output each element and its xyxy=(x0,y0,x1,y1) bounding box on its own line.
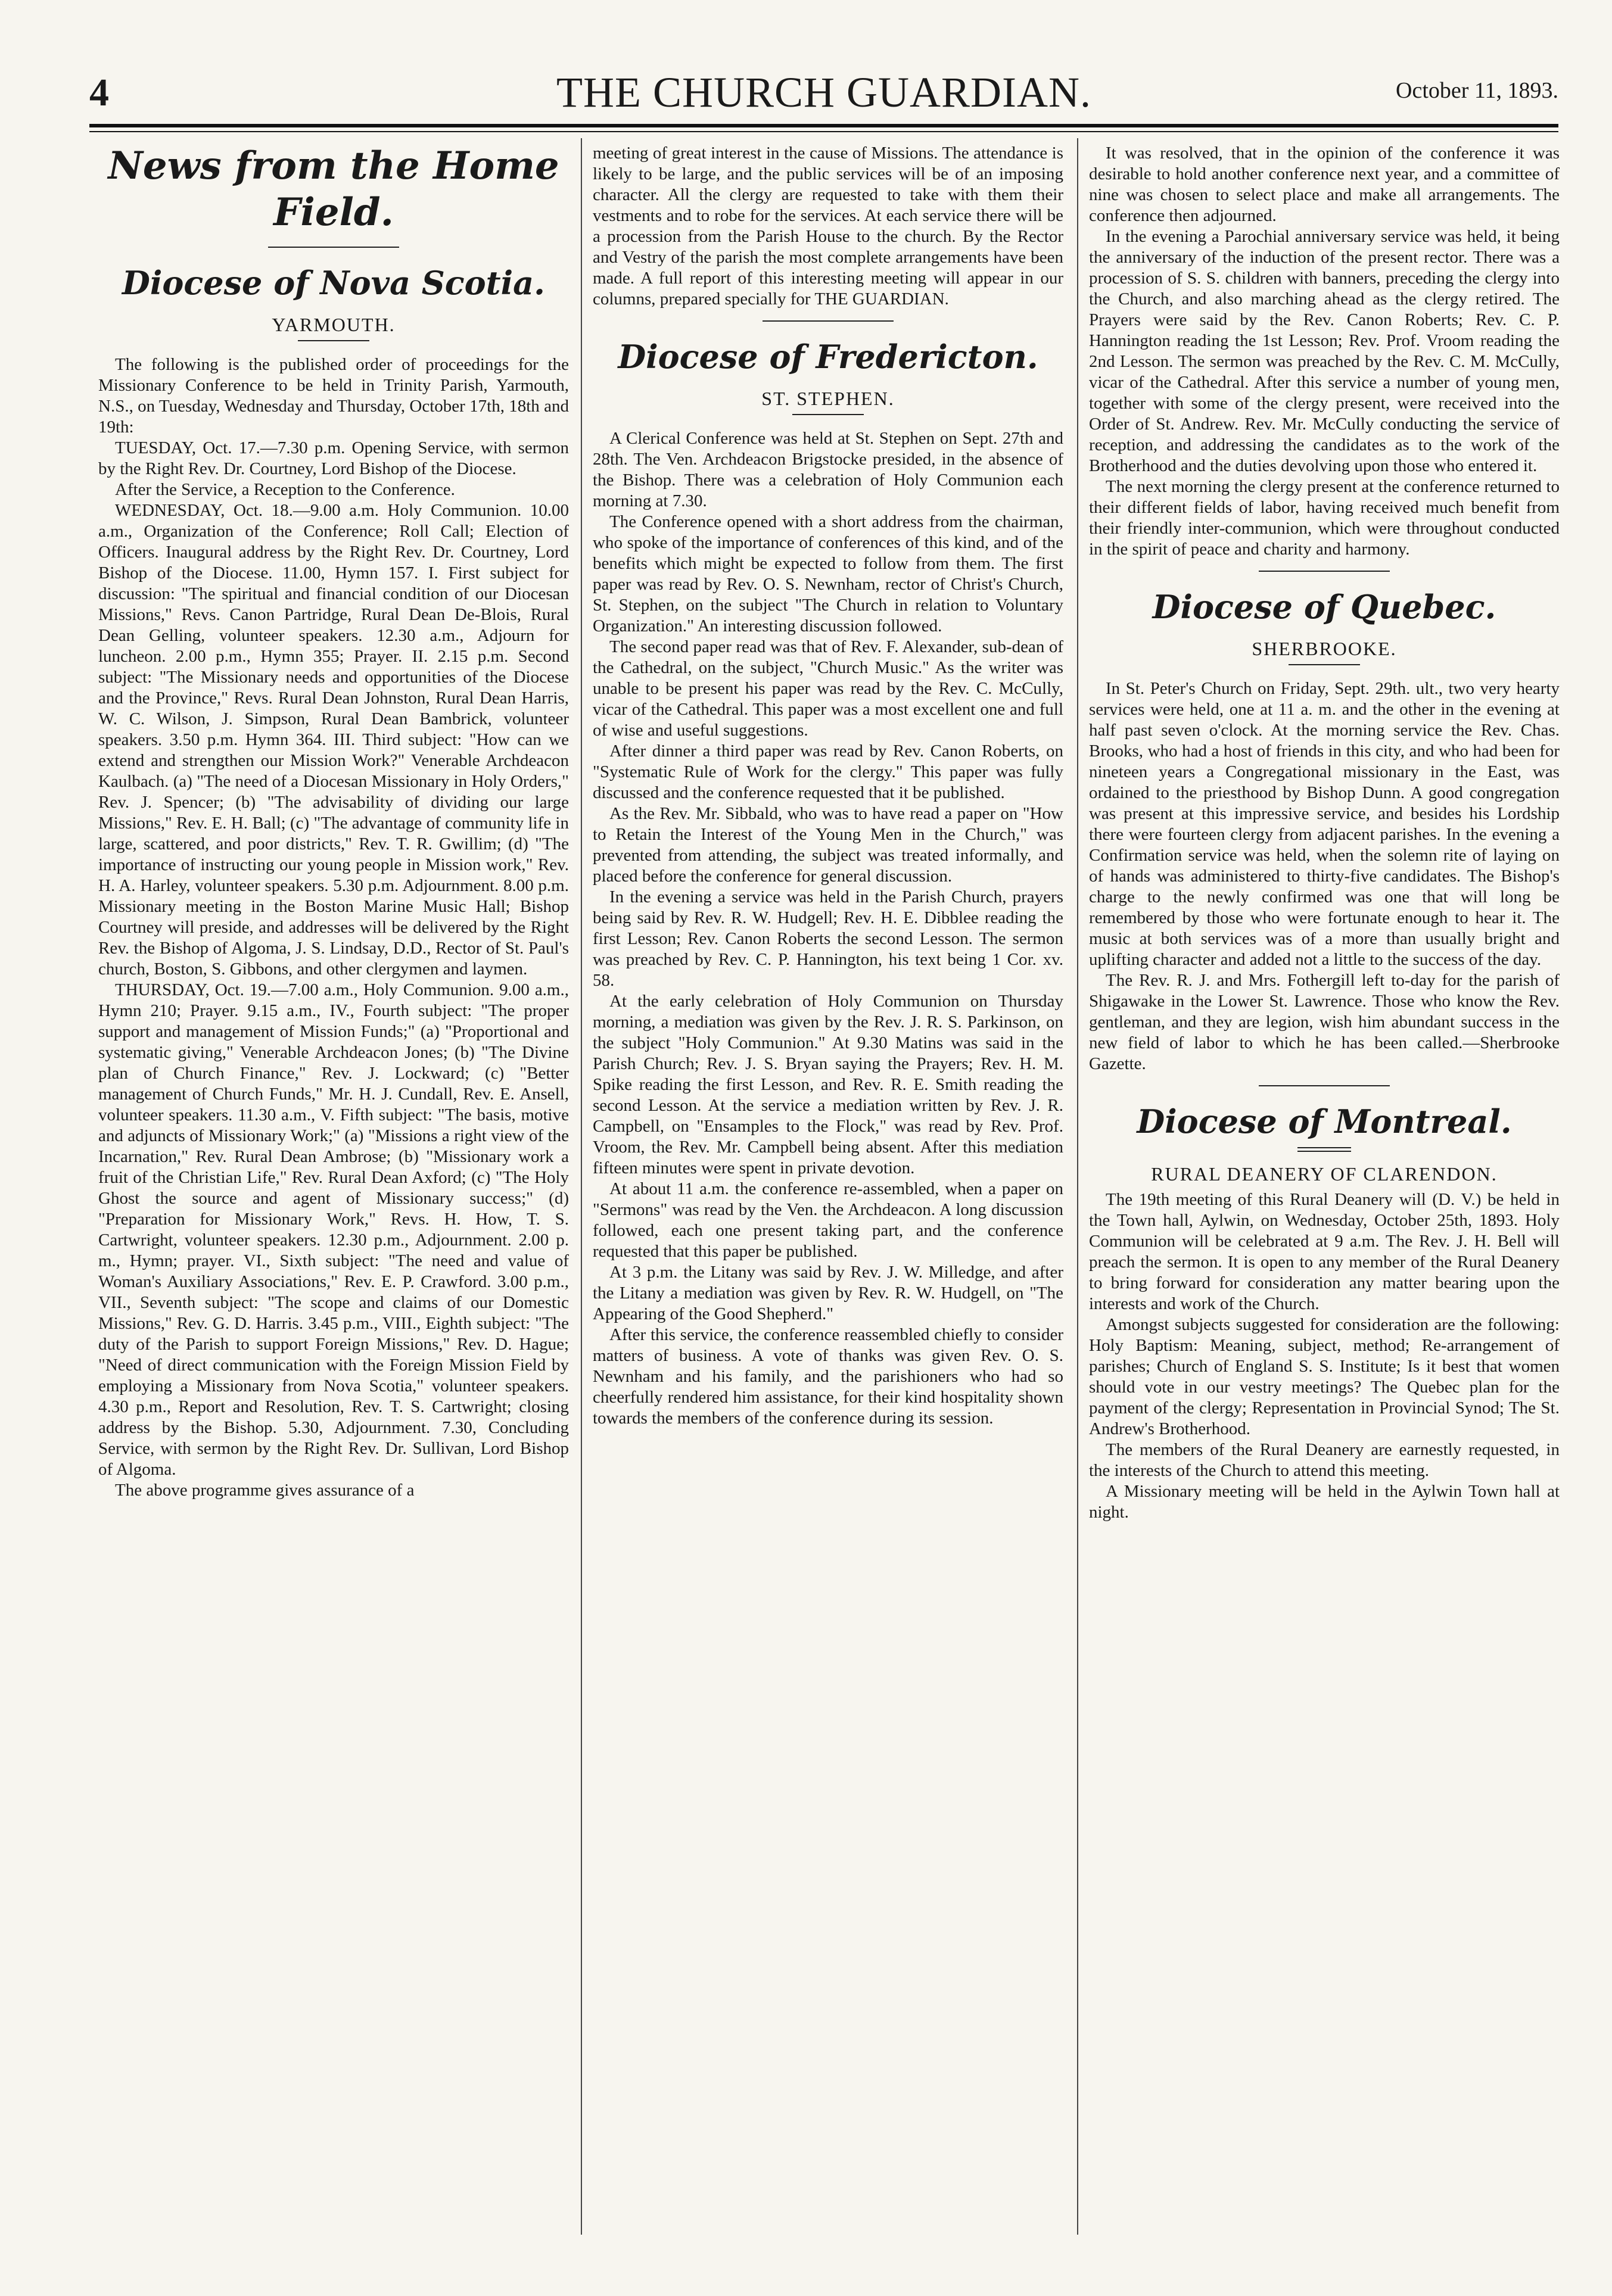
article-paragraph: The 19th meeting of this Rural Deanery will (D. V.) be held in the Town hall, Aylwin, on Wednesday, October 25th, 1893. Holy Communion will be celebrated at 9 a.m. The Rev. J. H. Bell will preach the sermon. It is open to any member of the Rural Deanery to bring forward for consideration any matter bearing upon the interests and work of the Church. xyxy=(1089,1190,1560,1313)
article-paragraph: The Rev. R. J. and Mrs. Fothergill left to-day for the parish of Shigawake in the Lower St. Lawrence. Those who know the Rev. gentleman, and they are legion, wish him abundant success in the new field of labor to which he has been called.—Sherbrooke Gazette. xyxy=(1089,971,1560,1073)
diocese-heading-nova-scotia: Diocese of Nova Scotia. xyxy=(122,264,545,302)
article-paragraph: The second paper read was that of Rev. F. Alexander, sub-dean of the Cathedral, on the subject, "Church Music." As the writer was unable to be present his paper was read by the Rev. C. McCully, vicar of the Cathedral. This paper was a most excellent one and full of wise and useful suggestions. xyxy=(593,637,1063,740)
place-heading-yarmouth: YARMOUTH. xyxy=(272,314,396,335)
article-paragraph: At the early celebration of Holy Communion on Thursday morning, a mediation was given by the Rev. J. R. S. Parkinson, on the subject "Holy Communion." At 9.30 Matins was said in the Parish Church; Rev. J. S. Bryan saying the Prayers; Rev. H. M. Spike reading the first Lesson, and Rev. R. E. Smith reading the second Lesson. At the service a mediation written by Rev. J. R. Campbell, on "Ensamples to the Flock," was read by Rev. Prof. Vroom, the Rev. Mr. Campbell being absent. After this mediation fifteen minutes were spent in private devotion. xyxy=(593,992,1063,1177)
masthead xyxy=(89,70,1558,118)
column-3 xyxy=(1089,143,1560,1523)
article-paragraph: WEDNESDAY, Oct. 18.—9.00 a.m. Holy Communion. 10.00 a.m., Organization of the Conference; Roll Call; Election of Officers. Inaugural address by the Right Rev. Dr. Courtney, Lord Bishop of the Diocese. 11.00, Hymn 157. I. First subject for discussion: "The spiritual and financial condition of our Diocesan Missions," Revs. Canon Partridge, Rural Dean De-Blois, Rural Dean Gelling, volunteer speakers. 12.30 a.m., Adjourn for luncheon. 2.00 p.m., Hymn 355; Prayer. II. 2.15 p.m. Second subject: "The Missionary needs and opportunities of the Diocese and the Province," Revs. Rural Dean Johnston, Rural Dean Harris, W. C. Wilson, J. Simpson, Rural Dean Bambrick, volunteer speakers. 3.50 p.m. Hymn 364. III. Third subject: "How can we extend and strengthen our Mission Work?" Venerable Archdeacon Kaulbach. (a) "The need of a Diocesan Missionary in Holy Orders," Rev. J. Spencer; (b) "The advisability of dividing our large Missions," Rev. E. H. Ball; (c) "The advantage of community life in large, scattered, and poor districts," Rev. T. R. Gwillim; (d) "The importance of instructing our young people in Mission work," Rev. H. A. Harley, volunteer speakers. 5.30 p.m. Adjournment. 8.00 p.m. Missionary meeting in the Boston Marine Music Hall; Bishop Courtney will preside, and addresses will be delivered by the Right Rev. the Bishop of Algoma, J. S. Lindsay, D.D., Rector of St. Paul's church, Boston, S. Gibbons, and other clergymen and laymen. xyxy=(98,501,569,979)
rule xyxy=(268,247,399,248)
article-paragraph: After this service, the conference reassembled chiefly to consider matters of business. A vote of thanks was given Rev. O. S. Newnham and his family, and the parishioners who had so cheerfully rendered him assistance, for their kind hospitality shown towards the members of the conference during its session. xyxy=(593,1325,1063,1428)
article-paragraph: The above programme gives assurance of a xyxy=(115,1481,415,1500)
article-paragraph: As the Rev. Mr. Sibbald, who was to have read a paper on "How to Retain the Interest of the Young Men in the Church," was prevented from attending, the subject was treated informally, and placed before the conference for general discussion. xyxy=(593,804,1063,886)
article-paragraph: The following is the published order of proceedings for the Missionary Conference to be held in Trinity Parish, Yarmouth, N.S., on Tuesday, Wednesday and Thursday, October 17th, 18th and 19th: xyxy=(98,355,569,437)
place-heading-st-stephen: ST. STEPHEN. xyxy=(761,388,895,409)
article-paragraph: The Conference opened with a short address from the chairman, who spoke of the importance of conferences of this kind, and of the benefits which might be expected to follow from them. The first paper was read by Rev. O. S. Newnham, rector of Christ's Church, St. Stephen, on the subject "The Church in relation to Voluntary Organization." An interesting discussion followed. xyxy=(593,512,1063,635)
article-paragraph: A Missionary meeting will be held in the Aylwin Town hall at night. xyxy=(1089,1482,1560,1522)
section-heading: News from the Home Field. xyxy=(108,144,559,235)
newspaper-title: THE CHURCH GUARDIAN. xyxy=(556,68,1091,116)
article-paragraph: In the evening a Parochial anniversary service was held, it being the anniversary of the induction of the present rector. There was a procession of S. S. children with banners, preceding the clergy into the Church, and also marching ahead as the clergy retired. The Prayers were said by the Rev. Canon Roberts; Rev. C. P. Hannington reading the 1st Lesson; Rev. Prof. Vroom reading the 2nd Lesson. The sermon was preached by the Rev. C. M. McCully, vicar of the Cathedral. After this service a number of young men, together with some of the clergy present, were received into the Order of St. Andrew. Rev. Mr. McCully conducting the service of reception, and addressing the candidates as to the work of the Brotherhood and the duties devolving upon those who entered it. xyxy=(1089,227,1560,475)
article-paragraph: meeting of great interest in the cause of Missions. The attendance is likely to be large, and the public services will be of an imposing character. All the clergy are requested to take with them their vestments and to robe for the services. At each service there will be a procession from the Parish House to the church. By the Rector and Vestry of the parish the most complete arrangements have been made. A full report of this interesting meeting will appear in our columns, prepared specially for THE GUARDIAN. xyxy=(593,144,1063,309)
page-number: 4 xyxy=(89,71,109,114)
rule xyxy=(1259,1085,1390,1086)
rule xyxy=(1297,1147,1351,1152)
article-paragraph: After dinner a third paper was read by Rev. Canon Roberts, on "Systematic Rule of Work for the clergy." This paper was fully discussed and the conference requested that it be published. xyxy=(593,742,1063,802)
place-heading-clarendon: RURAL DEANERY OF CLARENDON. xyxy=(1151,1163,1498,1185)
article-paragraph: After the Service, a Reception to the Conference. xyxy=(115,480,455,499)
article-paragraph: At about 11 a.m. the conference re-assembled, when a paper on "Sermons" was read by the Ven. the Archdeacon. A long discussion followed, each one present taking part, and the conference requested that this paper be published. xyxy=(593,1179,1063,1261)
article-paragraph: THURSDAY, Oct. 19.—7.00 a.m., Holy Communion. 9.00 a.m., Hymn 210; Prayer. 9.15 a.m., IV., Fourth subject: "The proper support and management of Mission Funds;" (a) "Proportional and systematic giving," Venerable Archdeacon Jones; (b) "The Divine plan of Church Finance," Rev. J. Lockward; (c) "Better management of Church Funds," Mr. H. J. Cundall, Rev. E. Ansell, volunteer speakers. 11.30 a.m., V. Fifth subject: "The basis, motive and adjuncts of Missionary Work;" (a) "Missions a right view of the Incarnation," Rev. Rural Dean Ambrose; (b) "Missionary work a fruit of the Christian Life," Rev. Rural Dean Axford; (c) "The Holy Ghost the source and agent of Missionary success;" (d) "Preparation for Missionary Work," Revs. H. How, T. S. Cartwright, volunteer speakers. 12.30 p.m., Adjournment. 2.00 p. m., Hymn; prayer. VI., Sixth subject: "The need and value of Woman's Auxiliary Associations," Rev. E. P. Crawford. 3.00 p.m., VII., Seventh subject: "The scope and claims of our Domestic Missions," Rev. G. D. Harris. 3.45 p.m., VIII., Eighth subject: "The duty of the Parish to support Foreign Missions," Rev. D. Hague; "Need of direct communication with the Foreign Mission Field by employing a Missionary from Nova Scotia," volunteer speakers. 4.30 p.m., Report and Resolution, Rev. T. S. Cartwright; closing address by the Bishop. 5.30, Adjournment. 7.30, Concluding Service, with sermon by the Right Rev. Dr. Sullivan, Lord Bishop of Algoma. xyxy=(98,980,569,1479)
masthead-rule-thin xyxy=(89,131,1558,132)
column-divider-2 xyxy=(1077,138,1078,2235)
column-divider-1 xyxy=(581,138,582,2235)
article-paragraph: Amongst subjects suggested for consideration are the following: Holy Baptism: Meaning, subject, method; Re-arrangement of parishes; Church of England S. S. Institute; Is it best that women should vote in our vestry meetings? The Quebec plan for the payment of the clergy; Representation in Provincial Synod; The St. Andrew's Brotherhood. xyxy=(1089,1315,1560,1438)
rule xyxy=(1259,571,1390,572)
place-heading-sherbrooke: SHERBROOKE. xyxy=(1252,638,1397,659)
column-1 xyxy=(98,143,569,1501)
article-paragraph: The next morning the clergy present at the conference returned to their different fields of labor, having received much benefit from their friendly inter-communion, which were throughout conducted in the spirit of peace and charity and harmony. xyxy=(1089,477,1560,559)
diocese-heading-montreal: Diocese of Montreal. xyxy=(1137,1102,1512,1141)
column-2 xyxy=(593,143,1063,1429)
masthead-rule-thick xyxy=(89,124,1558,127)
article-paragraph: In St. Peter's Church on Friday, Sept. 29th. ult., two very hearty services were held, one at 11 a. m. and the other in the evening at half past seven o'clock. At the morning service the Rev. Chas. Brooks, who had a host of friends in this city, and who had been for nineteen years a Congregational missionary in the East, was ordained to the priesthood by Bishop Dunn. A good congregation was present at this impressive service, and besides his Lordship there were fourteen clergy from adjacent parishes. In the evening a Confirmation service was held, when the solemn rite of laying on of hands was administered to thirty-five candidates. The Bishop's charge to the newly confirmed was one that will long be remembered by those who were fortunate enough to hear it. The music at both services was of a more than usually bright and uplifting character and added not a little to the success of the day. xyxy=(1089,679,1560,969)
article-paragraph: In the evening a service was held in the Parish Church, prayers being said by Rev. R. W. Hudgell; Rev. H. E. Dibblee reading the first Lesson; Rev. Canon Roberts the second Lesson. The sermon was preached by Rev. C. P. Hannington, his text being 1 Cor. xv. 58. xyxy=(593,887,1063,990)
diocese-heading-fredericton: Diocese of Fredericton. xyxy=(618,338,1038,376)
rule xyxy=(792,414,864,415)
issue-date: October 11, 1893. xyxy=(1396,78,1558,103)
diocese-heading-quebec: Diocese of Quebec. xyxy=(1152,588,1496,626)
article-paragraph: A Clerical Conference was held at St. Stephen on Sept. 27th and 28th. The Ven. Archdeacon Brigstocke presided, in the absence of the Bishop. There was a celebration of Holy Communion each morning at 7.30. xyxy=(593,429,1063,510)
rule xyxy=(298,340,369,341)
rule xyxy=(763,320,894,322)
article-paragraph: It was resolved, that in the opinion of the conference it was desirable to hold another conference next year, and a committee of nine was chosen to select place and make all arrangements. The conference then adjourned. xyxy=(1089,144,1560,225)
article-paragraph: The members of the Rural Deanery are earnestly requested, in the interests of the Church to attend this meeting. xyxy=(1089,1440,1560,1480)
rule xyxy=(1289,664,1360,665)
article-paragraph: At 3 p.m. the Litany was said by Rev. J. W. Milledge, and after the Litany a mediation was given by Rev. R. W. Hudgell, on "The Appearing of the Good Shepherd." xyxy=(593,1263,1063,1323)
article-paragraph: TUESDAY, Oct. 17.—7.30 p.m. Opening Service, with sermon by the Right Rev. Dr. Courtney, Lord Bishop of the Diocese. xyxy=(98,438,569,478)
